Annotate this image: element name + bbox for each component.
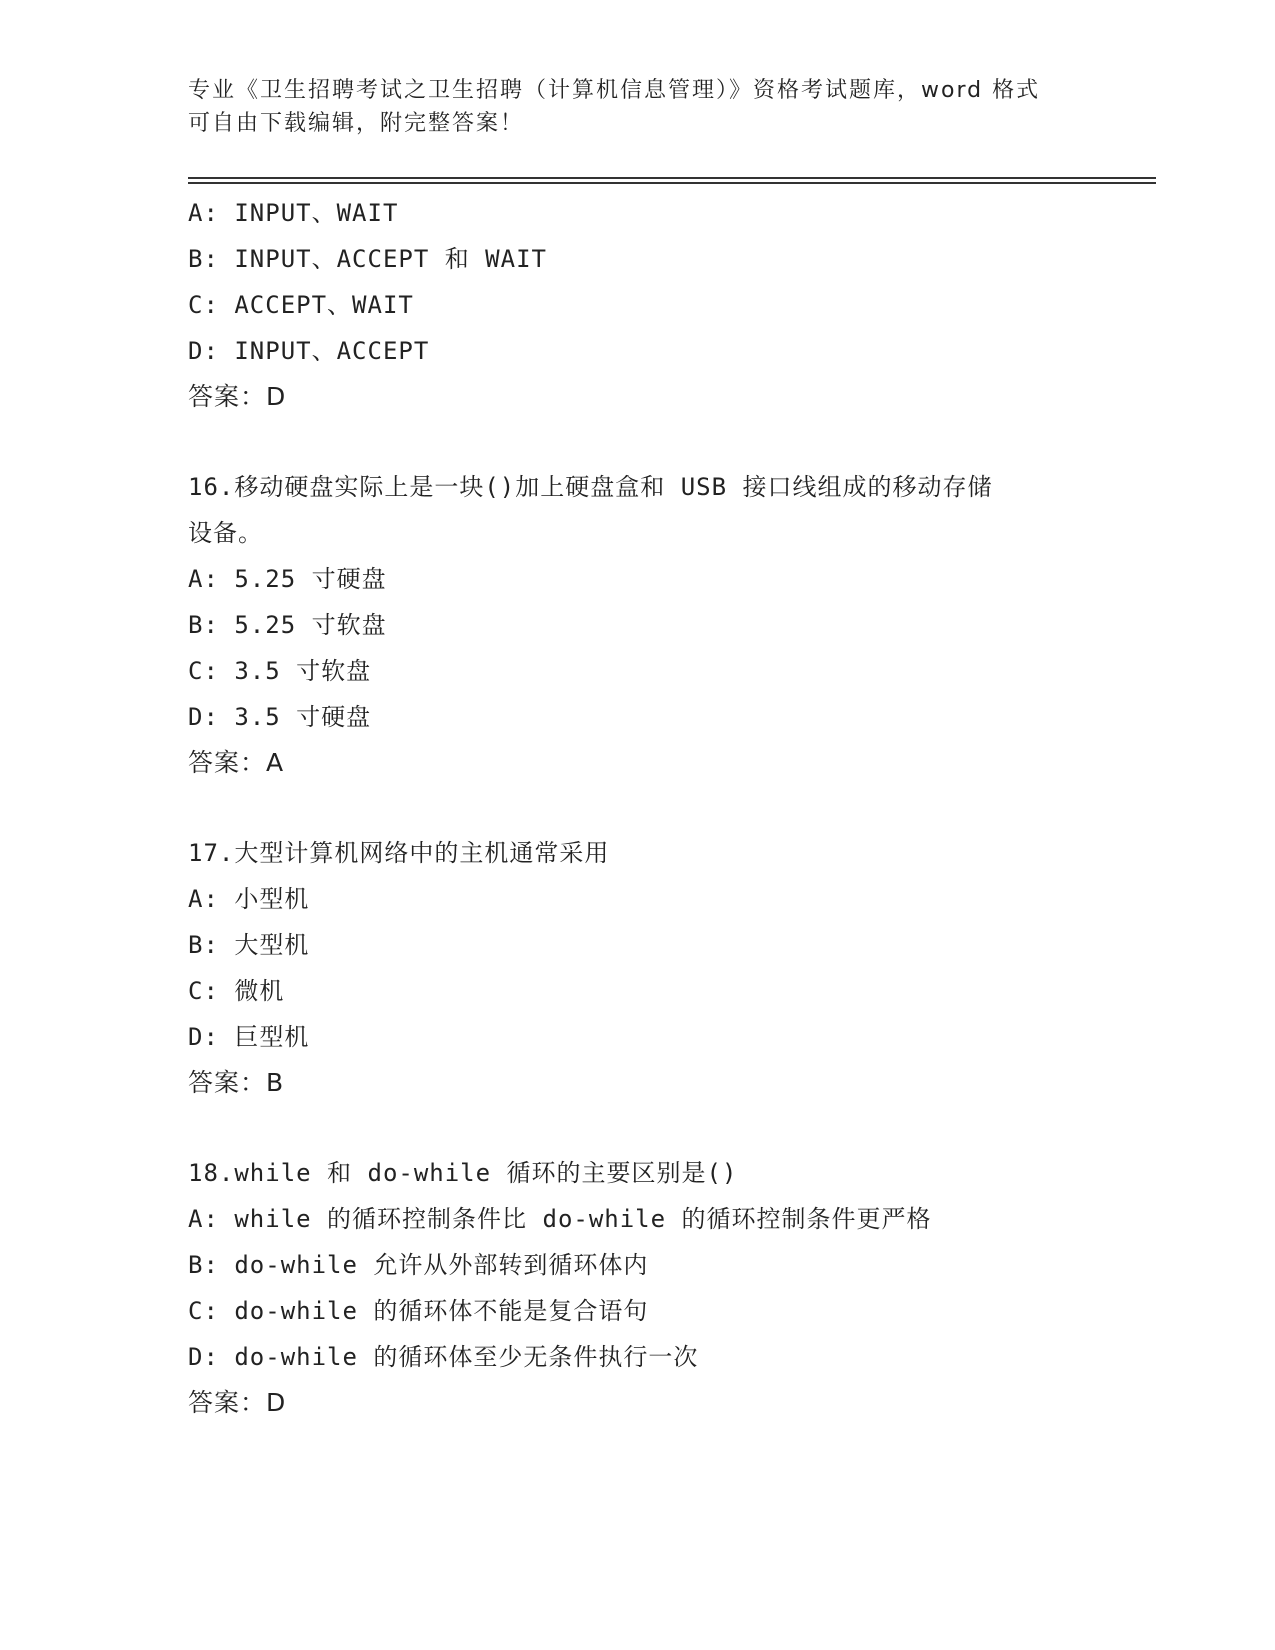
answer-label: 答案：D xyxy=(188,382,287,411)
option-c: C: 3.5 寸软盘 xyxy=(188,657,372,685)
option-d: D: 巨型机 xyxy=(188,1023,310,1051)
option-c: C: 微机 xyxy=(188,977,285,1005)
option-b: B: INPUT、ACCEPT 和 WAIT xyxy=(188,245,547,273)
answer-label: 答案：A xyxy=(188,748,285,777)
question-list xyxy=(188,190,1108,1426)
spacer xyxy=(188,420,1108,464)
option-d: D: do-while 的循环体至少无条件执行一次 xyxy=(188,1343,699,1371)
question-stem-continued: 设备。 xyxy=(188,519,263,547)
option-b: B: 大型机 xyxy=(188,931,310,959)
question-stem: 17.大型计算机网络中的主机通常采用 xyxy=(188,839,610,867)
question-16 xyxy=(188,464,1108,786)
question-17 xyxy=(188,830,1108,1106)
document-header xyxy=(188,74,1088,140)
header-divider-top xyxy=(188,177,1156,179)
answer-label: 答案：D xyxy=(188,1388,287,1417)
header-divider-bottom xyxy=(188,182,1156,184)
option-a: A: while 的循环控制条件比 do-while 的循环控制条件更严格 xyxy=(188,1205,932,1233)
option-b: B: 5.25 寸软盘 xyxy=(188,611,387,639)
header-title-line-1: 专业《卫生招聘考试之卫生招聘（计算机信息管理）》资格考试题库，word 格式 xyxy=(188,78,1041,103)
option-d: D: 3.5 寸硬盘 xyxy=(188,703,372,731)
question-stem: 16.移动硬盘实际上是一块()加上硬盘盒和 USB 接口线组成的移动存储 xyxy=(188,473,993,501)
answer-label: 答案：B xyxy=(188,1068,285,1097)
option-c: C: do-while 的循环体不能是复合语句 xyxy=(188,1297,649,1325)
option-a: A: 5.25 寸硬盘 xyxy=(188,565,387,593)
option-d: D: INPUT、ACCEPT xyxy=(188,337,430,365)
spacer xyxy=(188,786,1108,830)
spacer xyxy=(188,1106,1108,1150)
question-15 xyxy=(188,190,1108,420)
header-title-line-2: 可自由下载编辑，附完整答案！ xyxy=(188,111,525,136)
option-a: A: 小型机 xyxy=(188,885,310,913)
option-c: C: ACCEPT、WAIT xyxy=(188,291,414,319)
question-18 xyxy=(188,1150,1108,1426)
option-b: B: do-while 允许从外部转到循环体内 xyxy=(188,1251,649,1279)
option-a: A: INPUT、WAIT xyxy=(188,199,399,227)
question-stem: 18.while 和 do-while 循环的主要区别是() xyxy=(188,1159,738,1187)
